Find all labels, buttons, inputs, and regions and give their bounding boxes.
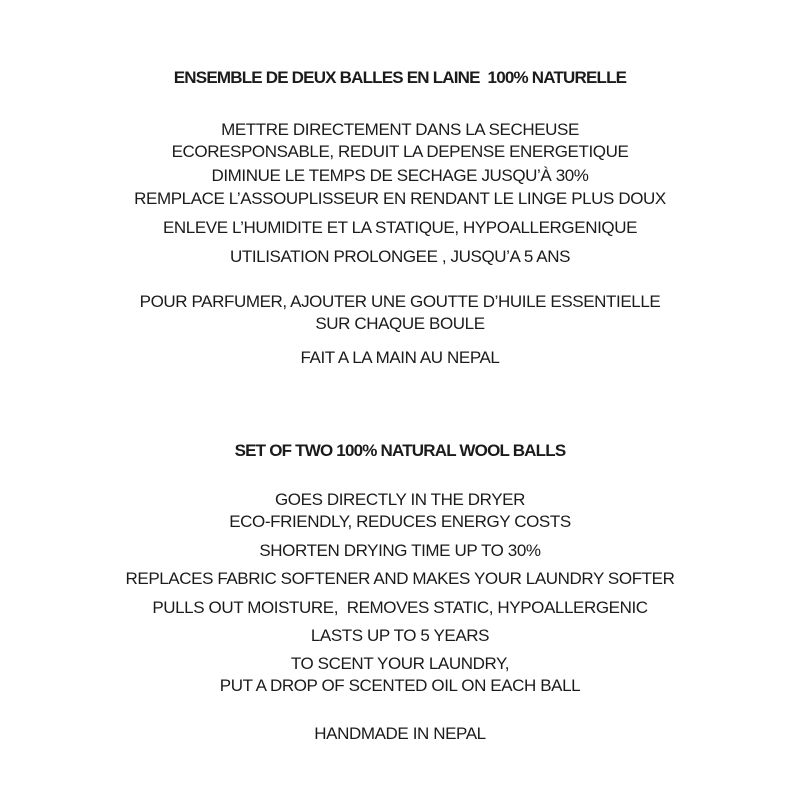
french-line-6: UTILISATION PROLONGEE , JUSQU’A 5 ANS [229, 247, 571, 266]
english-title: SET OF TWO 100% NATURAL WOOL BALLS [234, 441, 566, 460]
english-line-8: PUT A DROP OF SCENTED OIL ON EACH BALL [219, 676, 581, 695]
french-line-3: DIMINUE LE TEMPS DE SECHAGE JUSQU’À 30% [211, 166, 589, 185]
english-line-6: LASTS UP TO 5 YEARS [310, 626, 490, 645]
french-line-7: POUR PARFUMER, AJOUTER UNE GOUTTE D’HUILE ESSENTIELLE [139, 292, 661, 311]
english-line-2: ECO-FRIENDLY, REDUCES ENERGY COSTS [229, 512, 571, 531]
french-line-4: REMPLACE L’ASSOUPLISSEUR EN RENDANT LE LINGE PLUS DOUX [134, 189, 666, 208]
french-line-1: METTRE DIRECTEMENT DANS LA SECHEUSE [221, 120, 579, 139]
french-line-5: ENLEVE L’HUMIDITE ET LA STATIQUE, HYPOALLERGENIQUE [162, 218, 638, 237]
english-line-9: HANDMADE IN NEPAL [314, 724, 486, 743]
english-line-1: GOES DIRECTLY IN THE DRYER [274, 490, 525, 509]
french-line-8: SUR CHAQUE BOULE [315, 314, 485, 333]
english-line-7: TO SCENT YOUR LAUNDRY, [290, 654, 510, 673]
english-line-4: REPLACES FABRIC SOFTENER AND MAKES YOUR LAUNDRY SOFTER [125, 569, 675, 588]
english-line-5: PULLS OUT MOISTURE, REMOVES STATIC, HYPOALLERGENIC [152, 598, 648, 617]
french-title: ENSEMBLE DE DEUX BALLES EN LAINE 100% NATURELLE [173, 68, 627, 87]
french-line-2: ECORESPONSABLE, REDUIT LA DEPENSE ENERGETIQUE [171, 142, 629, 161]
french-line-9: FAIT A LA MAIN AU NEPAL [300, 348, 500, 367]
english-line-3: SHORTEN DRYING TIME UP TO 30% [259, 541, 541, 560]
